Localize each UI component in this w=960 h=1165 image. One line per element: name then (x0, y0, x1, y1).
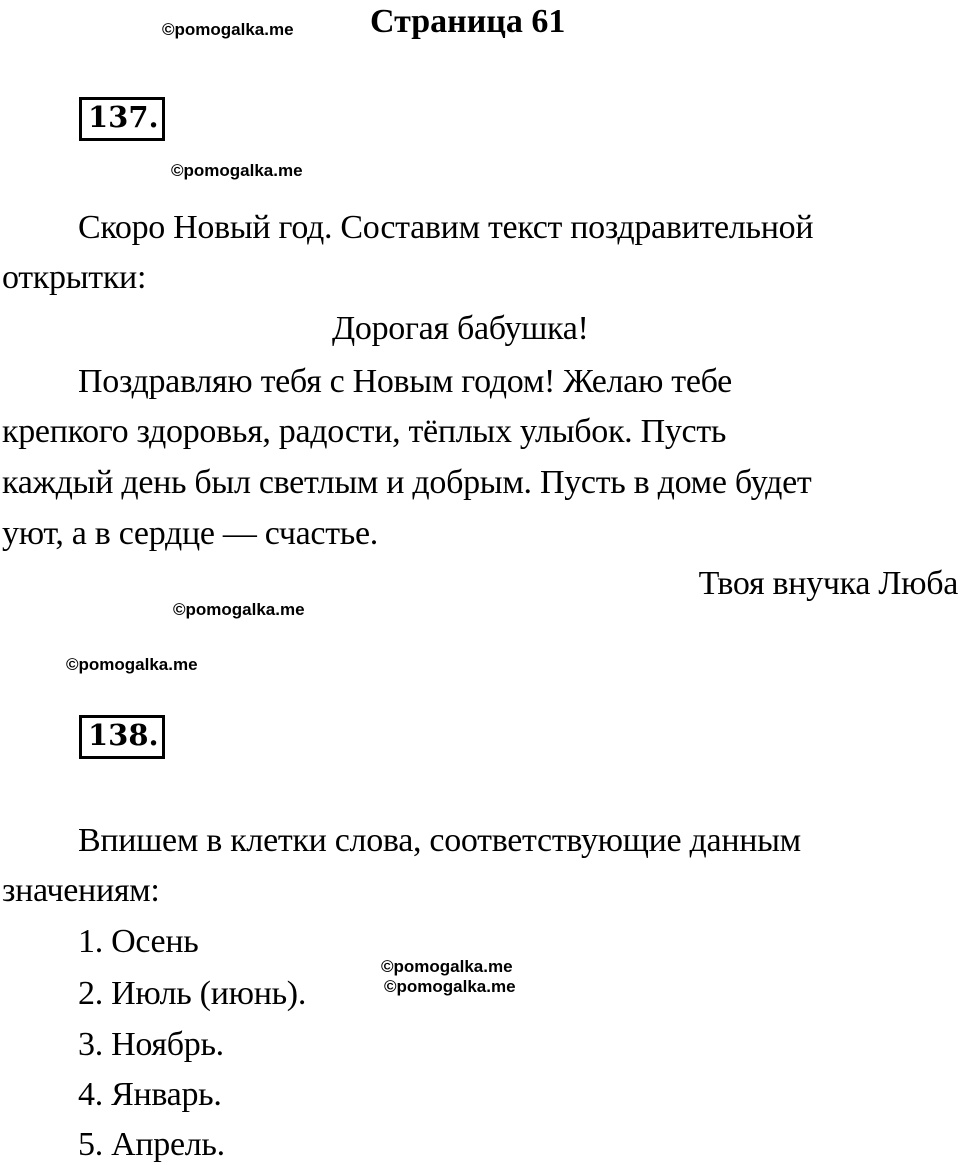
card-body-line: Поздравляю тебя с Новым годом! Желаю тебе (78, 363, 732, 400)
answer-item: 2. Июль (июнь). (78, 975, 307, 1012)
watermark: ©pomogalka.me (381, 957, 513, 976)
card-body-line: каждый день был светлым и добрым. Пусть в доме будет (2, 464, 812, 501)
watermark: ©pomogalka.me (171, 161, 303, 180)
page-title: Страница 61 (370, 3, 566, 40)
exercise-number-137: 137. (79, 97, 165, 141)
exercise-138-intro-cont: значениям: (2, 872, 160, 909)
watermark: ©pomogalka.me (173, 600, 305, 619)
answer-item: 4. Январь. (78, 1076, 222, 1113)
answer-item: 1. Осень (78, 923, 199, 960)
exercise-138-intro: Впишем в клетки слова, соответствующие данным (78, 822, 801, 859)
answer-item: 5. Апрель. (78, 1126, 225, 1163)
exercise-137-intro-cont: открытки: (2, 259, 147, 296)
card-body-line: уют, а в сердце — счастье. (2, 515, 378, 552)
watermark: ©pomogalka.me (162, 20, 294, 39)
watermark: ©pomogalka.me (384, 977, 516, 996)
answer-item: 3. Ноябрь. (78, 1026, 224, 1063)
card-signature: Твоя внучка Люба (698, 565, 958, 602)
exercise-137-intro: Скоро Новый год. Составим текст поздравительной (78, 209, 814, 246)
card-greeting: Дорогая бабушка! (332, 310, 589, 347)
card-body-line: крепкого здоровья, радости, тёплых улыбок. Пусть (2, 413, 727, 450)
watermark: ©pomogalka.me (66, 655, 198, 674)
exercise-number-138: 138. (79, 715, 165, 759)
